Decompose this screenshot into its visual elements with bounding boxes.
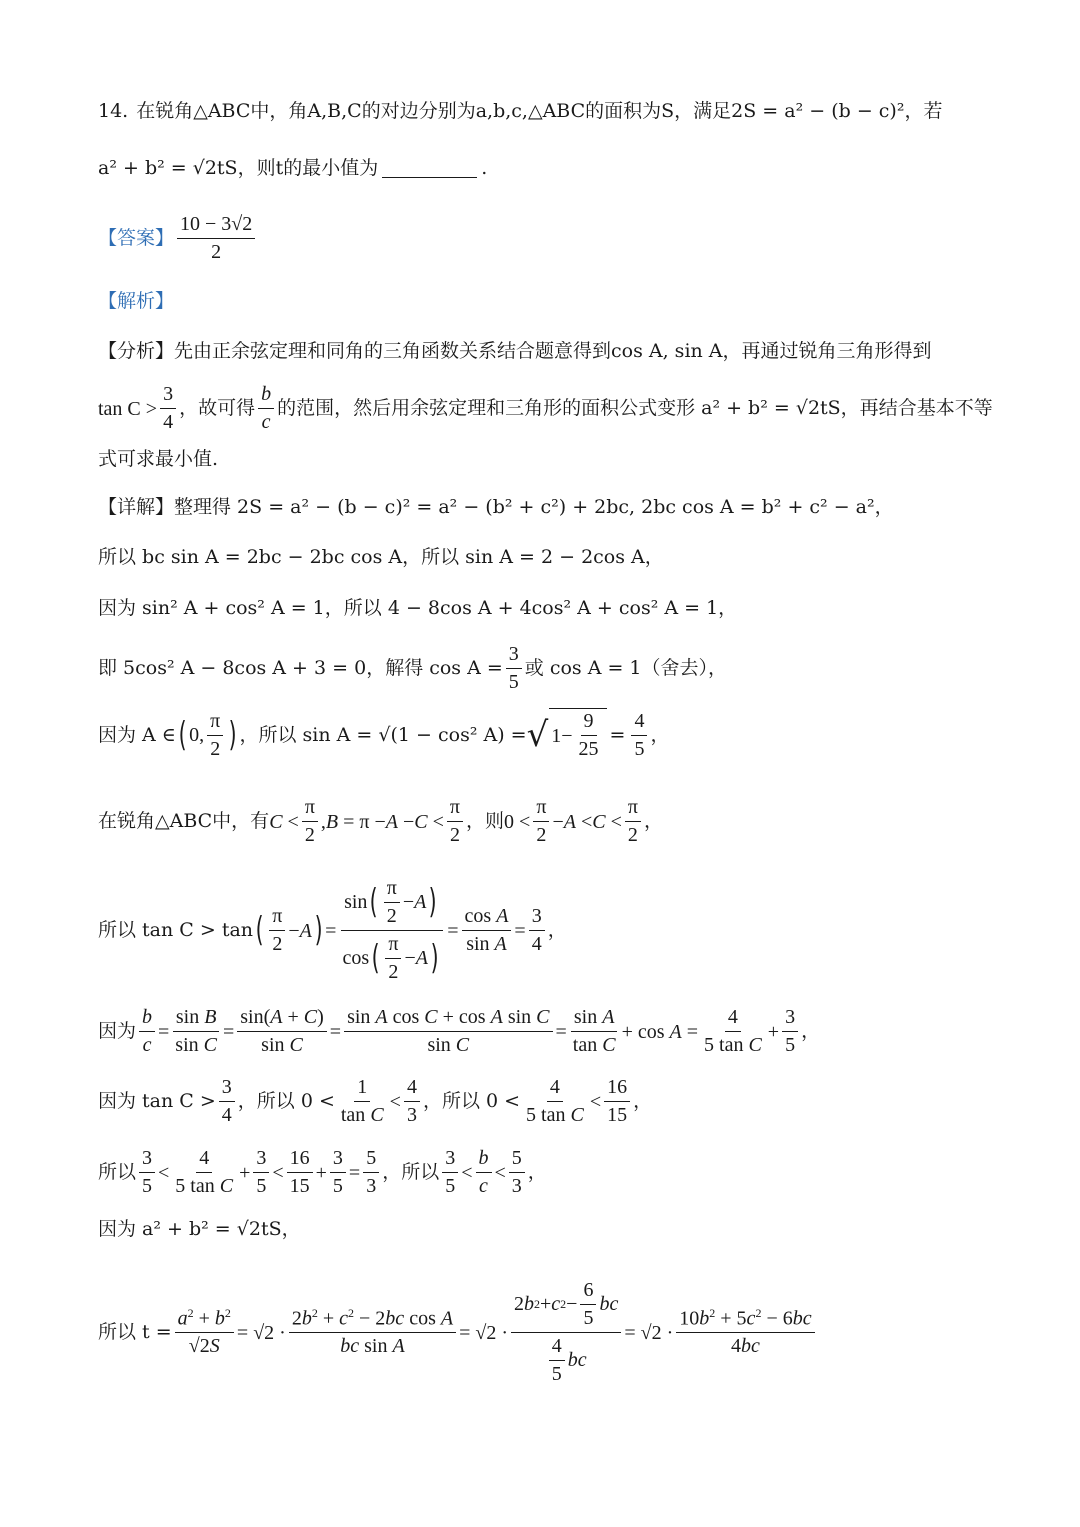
detail-line-6: 在锐角△ABC中，有 C < $\frac{\pi}{2}$ , B = π − A − C < $\frac{\pi}{2}$ ，则 0 < $\frac{\pi}{2}$ − A < C < $\frac{\pi}{2}$ ， — [98, 796, 663, 846]
detail-eq-8a: 因为 — [98, 1020, 137, 1043]
answer-blank — [382, 159, 477, 178]
frac-num: 3 — [506, 642, 522, 669]
detail-line-11 — [98, 1218, 1020, 1241]
frac-3-5 — [506, 642, 522, 695]
detail-eq-9c: ，所以 0 < — [422, 1090, 521, 1113]
detail-line-1 — [98, 496, 1020, 519]
answer-line — [98, 212, 1020, 265]
detail-eq-10a: 所以 — [98, 1161, 137, 1184]
comma: ， — [643, 810, 663, 833]
frac-num: b — [258, 382, 274, 409]
frac-sin-over-cos: sin ( $\frac{\pi}{2}$ − A ) cos ( $\frac{\pi}{2}$ − A ) — [339, 876, 444, 985]
analysis-tag: 【解析】 — [98, 290, 175, 312]
analysis-heading — [98, 290, 1020, 313]
detail-line-7: 所以 tan C > tan ( $\frac{\pi}{2}$ − A ) = sin ( $\frac{\pi}{2}$ − A ) cos ( $\frac{\pi}{2}$ − A ) = $\frac{\text{cos A}}{\text{sin A}}$ = $\frac{3}{4}$ ， — [98, 877, 567, 983]
detail-eq-6a: 在锐角△ABC中，有 — [98, 810, 270, 833]
fenxi-frac-3-4 — [160, 382, 176, 435]
answer-denominator: 2 — [211, 241, 222, 263]
comma: ， — [650, 723, 670, 746]
fenxi-text-3: 的范围，然后用余弦定理和三角形的面积公式变形 a² + b² = √2tS，再结合基本不等 — [277, 397, 993, 420]
problem-condition: a² + b² = √2tS，则t的最小值为 — [98, 157, 379, 179]
fenxi-frac-b-c — [258, 382, 274, 435]
comma: ， — [801, 1020, 821, 1043]
answer-numerator: 10 − 3√2 — [177, 212, 255, 239]
detail-eq-4b: 或 cos A = 1（舍去）， — [524, 657, 727, 680]
frac-9-25: $\frac{9}{25}$ — [578, 710, 599, 760]
detail-eq-9b: ，所以 0 < — [237, 1090, 335, 1113]
detail-eq-12a: 所以 t = — [98, 1321, 172, 1344]
detail-eq-4a: 即 5cos² A − 8cos A + 3 = 0，解得 cos A = — [98, 657, 503, 680]
comma: ， — [527, 1161, 547, 1184]
problem-period: . — [481, 157, 488, 179]
fenxi-line-3 — [98, 448, 1020, 471]
fenxi-text-4: 式可求最小值. — [98, 448, 219, 470]
detail-eq-2: 所以 bc sin A = 2bc − 2bc cos A，所以 sin A = 2 − 2cos A， — [98, 546, 664, 568]
detail-eq-11: 因为 a² + b² = √2tS， — [98, 1218, 301, 1240]
detail-line-9: 因为 tan C > $\frac{3}{4}$ ，所以 0 < $\frac{1}{\text{tan C}}$ < $\frac{4}{3}$ ，所以 0 < $\frac{4}{\text{5 tan C}}$ < $\frac{16}{15}$ ， — [98, 1076, 653, 1126]
detail-tag: 【详解】 — [98, 496, 175, 518]
problem-line-1 — [98, 100, 1020, 123]
detail-line-4 — [98, 642, 1020, 695]
detail-line-2 — [98, 546, 1020, 569]
fenxi-text-2: ，故可得 — [179, 397, 256, 420]
detail-line-8: 因为 $\frac{b}{c}$ = $\frac{\text{sin B}}{\text{sin C}}$ = $\frac{\sin(A + C)}{\text{sin C}}$ = $\frac{\text{sin A cos C + cos A sin C}}{\text{sin C}}$ = $\frac{\text{sin A}}{\text{tan C}}$ + cos A = $\frac{4}{\text{5 tan C}}$ + $\frac{3}{5}$ ， — [98, 1006, 821, 1056]
fenxi-tag: 【分析】 — [98, 340, 175, 362]
frac-den: 5 — [508, 671, 519, 693]
problem-text: 在锐角△ABC中，角A,B,C的对边分别为a,b,c,△ABC的面积为S，满足2S = a² − (b − c)²，若 — [136, 100, 943, 122]
detail-line-3 — [98, 597, 1020, 620]
detail-line-12: 所以 t = $\frac{a^2 + b^2}{√2S}$ = √2 · $\frac{2b^2 + c^2 - 2bc \cos A}{\text{bc sin A}}$ = √2 · 2 b 2 + c 2 − $\frac{6}{5}$ bc $\frac{4}{5}$ bc = √2 · $\frac{10b^2 + 5c^2 - 6bc}{4bc}$ — [98, 1278, 1020, 1387]
detail-eq-5a: 因为 A ∈ — [98, 723, 176, 746]
problem-number: 14. — [98, 100, 129, 122]
frac-den: 4 — [163, 411, 174, 433]
frac-den: c — [261, 411, 271, 433]
detail-eq-5b: ，所以 sin A = √(1 − cos² A) = — [239, 723, 527, 746]
detail-eq-7a: 所以 tan C > tan — [98, 919, 254, 942]
detail-eq-10b: ，所以 — [382, 1161, 440, 1184]
fenxi-line-2 — [98, 382, 1020, 435]
frac-4-5: $\frac{4}{5}$ — [631, 709, 647, 762]
detail-eq-9a: 因为 tan C > — [98, 1090, 216, 1113]
problem-line-2 — [98, 157, 1020, 180]
detail-eq-3: 因为 sin² A + cos² A = 1，所以 4 − 8cos A + 4cos² A + cos² A = 1， — [98, 597, 738, 619]
detail-eq-5c: = — [609, 723, 626, 746]
open-paren: ( — [178, 714, 187, 755]
fenxi-tanc: tan C > — [98, 397, 158, 420]
frac-pi-2: $\frac{\pi}{2}$ — [207, 709, 223, 762]
detail-line-10: 所以 $\frac{3}{5}$ < $\frac{4}{\text{5 tan C}}$ + $\frac{3}{5}$ < $\frac{16}{15}$ + $\frac{3}{5}$ = $\frac{5}{3}$ ，所以 $\frac{3}{5}$ < $\frac{b}{c}$ < $\frac{5}{3}$ ， — [98, 1147, 547, 1197]
fenxi-text-1: 先由正余弦定理和同角的三角函数关系结合题意得到cos A, sin A，再通过锐角三角形得到 — [174, 340, 932, 362]
frac-num: 3 — [160, 382, 176, 409]
answer-fraction — [177, 212, 255, 265]
detail-eq-1: 整理得 2S = a² − (b − c)² = a² − (b² + c²) + 2bc, 2bc cos A = b² + c² − a²， — [174, 496, 894, 518]
fenxi-line-1 — [98, 340, 1020, 363]
answer-tag: 【答案】 — [98, 227, 175, 250]
comma: ， — [547, 919, 567, 942]
comma: ， — [633, 1090, 653, 1113]
close-paren: ) — [228, 714, 237, 755]
detail-line-5: 因为 A ∈ ( 0, $\frac{\pi}{2}$ ) ，所以 sin A = √(1 − cos² A) = √ 1− $\frac{9}{25}$ = $\frac{4}{5}$ ， — [98, 709, 670, 760]
